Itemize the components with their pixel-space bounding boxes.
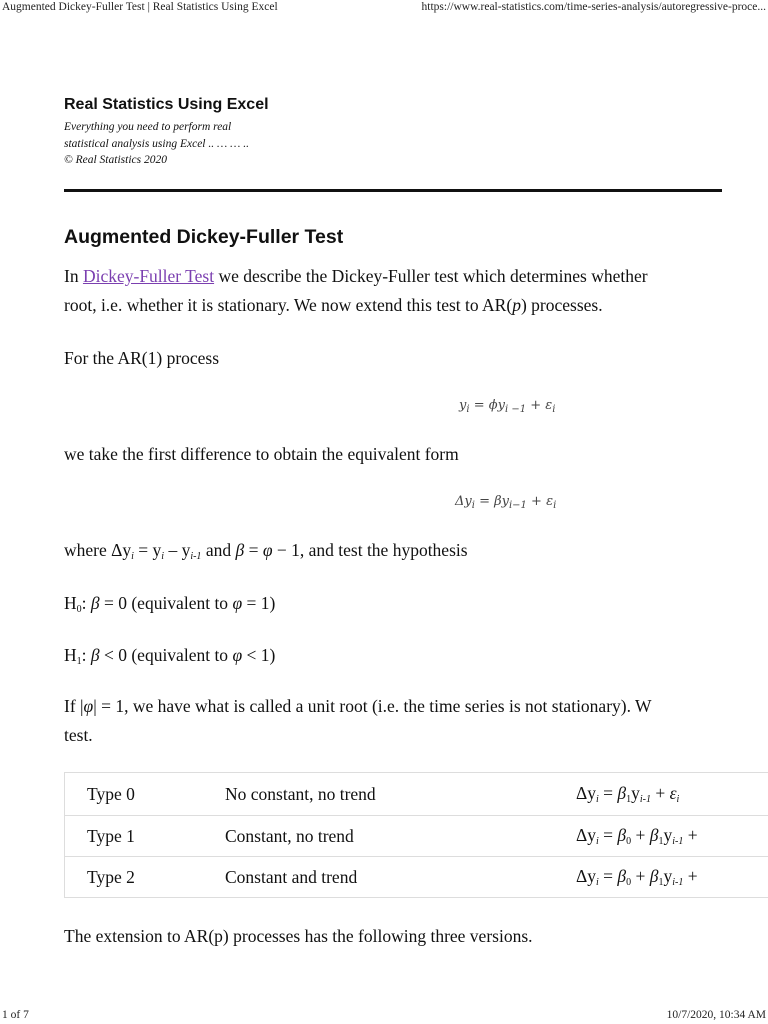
page-title: Augmented Dickey-Fuller Test xyxy=(64,226,344,248)
adf-types-table xyxy=(64,772,768,898)
print-datetime: 10/7/2020, 10:34 AM xyxy=(666,1009,766,1021)
formula-cell: $\Delta y_i = \beta_0 + \beta_1y_{i-1}$ + xyxy=(576,857,768,898)
type-cell: Type 1 xyxy=(65,816,226,857)
header-divider xyxy=(64,189,722,192)
site-title[interactable]: Real Statistics Using Excel xyxy=(64,96,269,113)
intro-paragraph: In Dickey-Fuller Test we describe the Dickey-Fuller test which determines whether root, i.e. whether it is stationary. We now extend this test to AR(p) processes. xyxy=(64,266,648,315)
ar1-text: For the AR(1) process xyxy=(64,348,220,368)
formula-cell: $\Delta y_i = \beta_1y_{i-1} + \varepsilon_i$ xyxy=(576,773,768,816)
table-row xyxy=(65,773,768,816)
site-tagline xyxy=(64,119,249,169)
formula-difference: $\Delta y_i = \beta y_{i-1} + \varepsilon_i$ xyxy=(455,494,557,511)
first-difference-text: we take the first difference to obtain the equivalent form xyxy=(64,444,459,464)
description-cell: No constant, no trend xyxy=(225,773,576,816)
formula-cell: $\Delta y_i = \beta_0 + \beta_1y_{i-1}$ + xyxy=(576,816,768,857)
type-cell: Type 2 xyxy=(65,857,226,898)
extension-text: The extension to AR(p) processes has the following three versions. xyxy=(64,926,533,946)
where-text: where $\Delta y_i = y_i - y_{i-1}$ and β = φ − 1, and test the hypothesis xyxy=(64,540,468,562)
tagline-line-2: statistical analysis using Excel .. … … .. xyxy=(64,137,249,150)
hypothesis-h1: $H_1$: β < 0 (equivalent to φ < 1) xyxy=(64,645,276,667)
print-header-title: Augmented Dickey-Fuller Test | Real Statistics Using Excel xyxy=(2,1,278,13)
copyright: © Real Statistics 2020 xyxy=(64,154,167,166)
table-row xyxy=(65,816,768,857)
description-cell: Constant, no trend xyxy=(225,816,576,857)
dickey-fuller-link[interactable]: Dickey-Fuller Test xyxy=(82,266,215,286)
tagline-line-1: Everything you need to perform real xyxy=(64,121,232,133)
print-header-url: https://www.real-statistics.com/time-series-analysis/autoregressive-proce... xyxy=(421,1,766,13)
description-cell: Constant and trend xyxy=(225,857,576,898)
table-row xyxy=(65,857,768,898)
page-counter: 1 of 7 xyxy=(2,1009,29,1021)
hypothesis-h0: $H_0$: β = 0 (equivalent to φ = 1) xyxy=(64,593,276,615)
unit-root-paragraph: If |φ| = 1, we have what is called a unit root (i.e. the time series is not stationary). W test. xyxy=(64,696,652,745)
formula-ar1: $y_i = \phi y_{i -1} + \varepsilon_i$ xyxy=(459,398,556,415)
type-cell: Type 0 xyxy=(65,773,226,816)
page-content xyxy=(64,0,768,1000)
print-footer xyxy=(0,1008,768,1024)
